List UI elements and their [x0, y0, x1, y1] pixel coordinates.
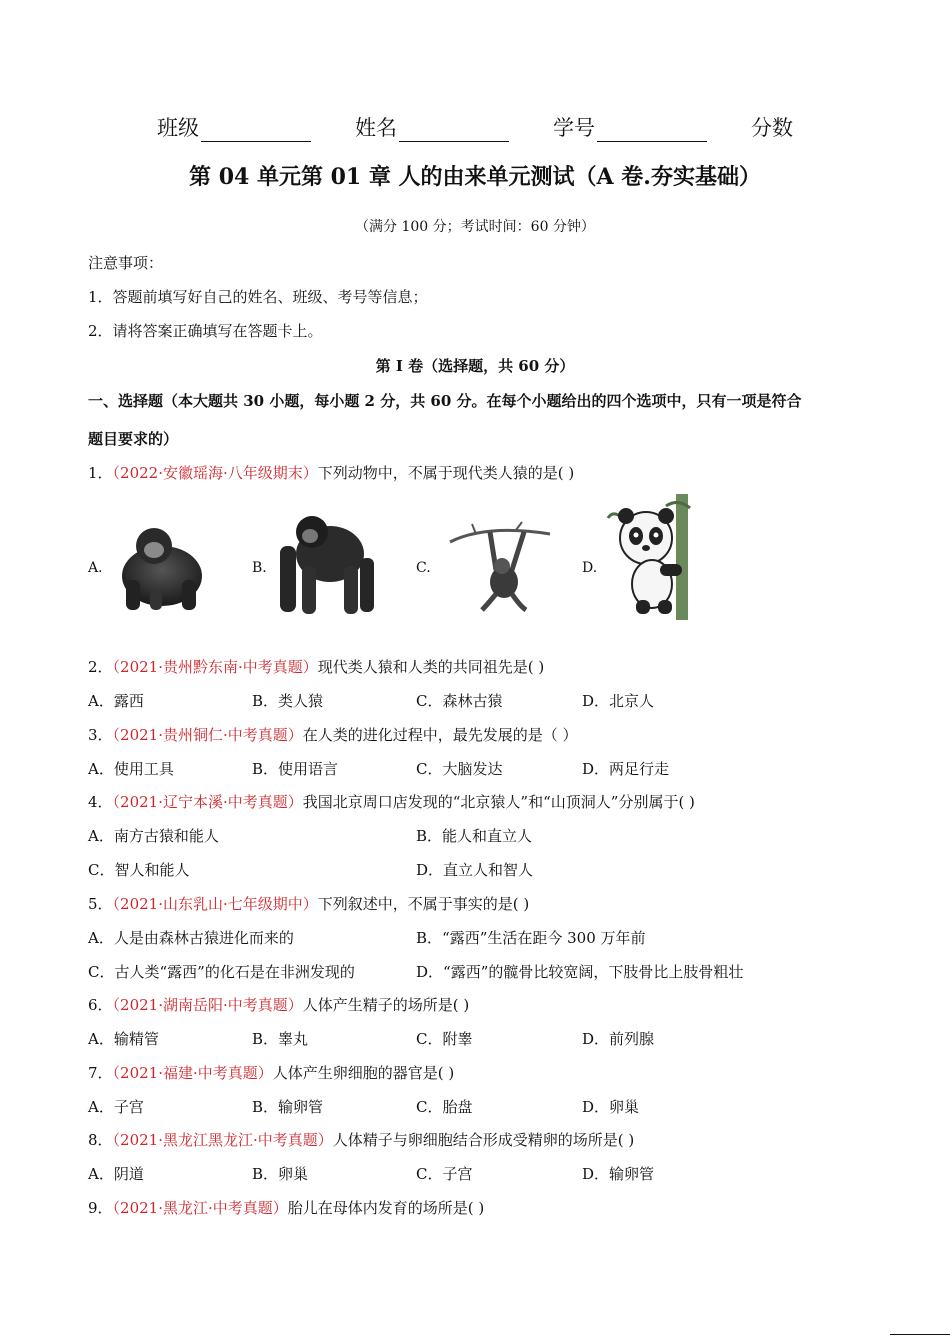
option-d[interactable]: D．直立人和智人	[416, 861, 534, 879]
option-c[interactable]: C．胎盘	[416, 1098, 473, 1116]
option-d[interactable]: D．前列腺	[582, 1030, 655, 1048]
class-label: 班级	[157, 116, 199, 140]
student-info-fields	[0, 112, 950, 142]
option-c[interactable]: C．大脑发达	[416, 760, 503, 778]
part-instructions-cont: 题目要求的）	[88, 430, 179, 448]
question-3: 3．（2021·贵州铜仁·中考真题）在人类的进化过程中，最先发展的是（ ）	[88, 726, 578, 744]
note-item: 1．答题前填写好自己的姓名、班级、考号等信息；	[88, 288, 428, 306]
question-7: 7．（2021·福建·中考真题）人体产生卵细胞的器官是( )	[88, 1064, 455, 1082]
gorilla-image[interactable]	[272, 510, 382, 618]
option-b-label[interactable]: B.	[252, 560, 267, 576]
option-a[interactable]: A．输精管	[88, 1030, 159, 1048]
gibbon-image[interactable]	[446, 520, 556, 612]
section-heading: 第 I 卷（选择题，共 60 分）	[375, 357, 575, 375]
page-edge-rule	[890, 1334, 950, 1335]
option-b[interactable]: B．使用语言	[252, 760, 339, 778]
option-a[interactable]: A．阴道	[88, 1165, 144, 1183]
option-d[interactable]: D．输卵管	[582, 1165, 655, 1183]
panda-image[interactable]	[606, 494, 710, 620]
option-a[interactable]: A．子宫	[88, 1098, 144, 1116]
question-source: （2021·福建·中考真题）	[112, 1064, 273, 1082]
option-c[interactable]: C．古人类“露西”的化石是在非洲发现的	[88, 963, 355, 981]
exam-info: （满分 100 分；考试时间：60 分钟）	[355, 219, 595, 235]
question-source: （2021·山东乳山·七年级期中）	[112, 895, 318, 913]
option-b[interactable]: B．“露西”生活在距今 300 万年前	[416, 929, 646, 947]
question-4: 4．（2021·辽宁本溪·中考真题）我国北京周口店发现的“北京猿人”和“山顶洞人”分别属于( )	[88, 793, 695, 811]
question-2: 2．（2021·贵州黔东南·中考真题）现代类人猿和人类的共同祖先是( )	[88, 658, 545, 676]
option-c[interactable]: C．附睾	[416, 1030, 473, 1048]
name-label: 姓名	[355, 116, 397, 140]
name-field[interactable]	[355, 112, 509, 142]
part-instructions: 一、选择题（本大题共 30 小题，每小题 2 分，共 60 分。在每个小题给出的四个选项中，只有一项是符合	[88, 392, 802, 410]
note-item: 2．请将答案正确填写在答题卡上。	[88, 322, 323, 340]
score-field	[751, 112, 793, 142]
option-b[interactable]: B．睾丸	[252, 1030, 309, 1048]
option-d[interactable]: D．“露西”的髋骨比较宽阔，下肢骨比上肢骨粗壮	[416, 963, 744, 981]
question-source: （2021·湖南岳阳·中考真题）	[112, 996, 303, 1014]
option-d[interactable]: D．北京人	[582, 692, 655, 710]
question-8: 8．（2021·黑龙江黑龙江·中考真题）人体精子与卵细胞结合形成受精卵的场所是( )	[88, 1131, 635, 1149]
page-title: 第 04 单元第 01 章 人的由来单元测试（A 卷.夯实基础）	[189, 164, 761, 190]
question-6: 6．（2021·湖南岳阳·中考真题）人体产生精子的场所是( )	[88, 996, 470, 1014]
question-source: （2021·贵州铜仁·中考真题）	[112, 726, 303, 744]
option-a[interactable]: A．人是由森林古猿进化而来的	[88, 929, 294, 947]
option-c[interactable]: C．子宫	[416, 1165, 473, 1183]
question-5: 5．（2021·山东乳山·七年级期中）下列叙述中，不属于事实的是( )	[88, 895, 530, 913]
question-source: （2022·安徽瑶海·八年级期末）	[112, 464, 318, 482]
question-1: 1．（2022·安徽瑶海·八年级期末）下列动物中，不属于现代类人猿的是( )	[88, 464, 575, 482]
question-9: 9．（2021·黑龙江·中考真题）胎儿在母体内发育的场所是( )	[88, 1199, 485, 1217]
question-source: （2021·黑龙江·中考真题）	[112, 1199, 288, 1217]
question-source: （2021·辽宁本溪·中考真题）	[112, 793, 303, 811]
question-source: （2021·黑龙江黑龙江·中考真题）	[112, 1131, 333, 1149]
class-field[interactable]	[157, 112, 311, 142]
option-a[interactable]: A．使用工具	[88, 760, 174, 778]
chimpanzee-image[interactable]	[112, 520, 212, 612]
option-c-label[interactable]: C.	[416, 560, 431, 576]
student-id-label: 学号	[553, 116, 595, 140]
option-b[interactable]: B．类人猿	[252, 692, 324, 710]
option-c[interactable]: C．智人和能人	[88, 861, 190, 879]
score-label: 分数	[751, 116, 793, 140]
notes-heading: 注意事项：	[88, 254, 164, 272]
option-a[interactable]: A．南方古猿和能人	[88, 827, 219, 845]
option-d[interactable]: D．卵巢	[582, 1098, 640, 1116]
question-source: （2021·贵州黔东南·中考真题）	[112, 658, 318, 676]
option-b[interactable]: B．输卵管	[252, 1098, 324, 1116]
option-d-label[interactable]: D.	[582, 560, 598, 576]
option-a-label[interactable]: A.	[88, 560, 103, 576]
option-d[interactable]: D．两足行走	[582, 760, 670, 778]
option-b[interactable]: B．能人和直立人	[416, 827, 533, 845]
option-b[interactable]: B．卵巢	[252, 1165, 309, 1183]
option-c[interactable]: C．森林古猿	[416, 692, 503, 710]
student-id-field[interactable]	[553, 112, 707, 142]
option-a[interactable]: A．露西	[88, 692, 144, 710]
